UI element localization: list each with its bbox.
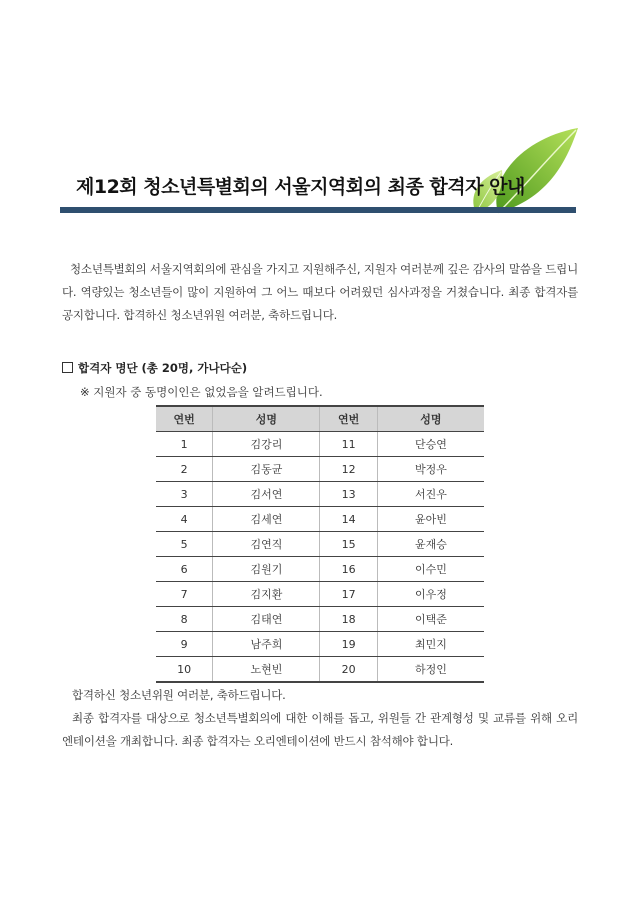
cell-number-right: 19 <box>320 632 377 657</box>
cell-number-right: 14 <box>320 507 377 532</box>
header-number-1: 연번 <box>156 406 213 432</box>
cell-name-left: 김지환 <box>213 582 320 607</box>
green-leaf-icon <box>468 118 580 218</box>
cell-name-left: 노현빈 <box>213 657 320 683</box>
cell-number-right: 11 <box>320 432 377 457</box>
cell-number-left: 6 <box>156 557 213 582</box>
table-row <box>156 632 484 657</box>
table-body <box>156 432 484 683</box>
section-heading-text: 합격자 명단 (총 20명, 가나다순) <box>78 361 248 375</box>
cell-number-right: 18 <box>320 607 377 632</box>
cell-name-left: 김서연 <box>213 482 320 507</box>
table-header-row <box>156 406 484 432</box>
closing-line-1: 합격하신 청소년위원 여러분, 축하드립니다. <box>72 688 286 702</box>
table-row <box>156 557 484 582</box>
cell-name-right: 이택준 <box>377 607 484 632</box>
title-underline-bar <box>60 207 576 213</box>
cell-name-left: 김태연 <box>213 607 320 632</box>
cell-number-left: 2 <box>156 457 213 482</box>
cell-name-left: 김동균 <box>213 457 320 482</box>
closing-line-2: 최종 합격자를 대상으로 청소년특별회의에 대한 이해를 돕고, 위원들 간 관계형성 및 교류를 위해 오리엔테이션을 개최합니다. 최종 합격자는 오리엔테이션에 반드시 참석해야 합니다. <box>62 711 578 748</box>
cell-name-right: 서진우 <box>377 482 484 507</box>
cell-name-left: 김세연 <box>213 507 320 532</box>
cell-name-right: 윤아빈 <box>377 507 484 532</box>
cell-name-right: 이우정 <box>377 582 484 607</box>
cell-name-left: 남주희 <box>213 632 320 657</box>
cell-name-left: 김강리 <box>213 432 320 457</box>
cell-name-right: 단승연 <box>377 432 484 457</box>
cell-name-right: 윤재승 <box>377 532 484 557</box>
cell-number-left: 5 <box>156 532 213 557</box>
cell-name-right: 이수민 <box>377 557 484 582</box>
table-row <box>156 657 484 683</box>
cell-number-right: 17 <box>320 582 377 607</box>
table-row <box>156 582 484 607</box>
table-row <box>156 607 484 632</box>
cell-name-left: 김연직 <box>213 532 320 557</box>
cell-number-left: 10 <box>156 657 213 683</box>
cell-number-right: 20 <box>320 657 377 683</box>
duplicate-name-note: ※ 지원자 중 동명이인은 없었음을 알려드립니다. <box>80 385 323 399</box>
cell-name-right: 박정우 <box>377 457 484 482</box>
document-title: 제12회 청소년특별회의 서울지역회의 최종 합격자 안내 <box>76 176 525 198</box>
cell-number-left: 4 <box>156 507 213 532</box>
cell-number-right: 15 <box>320 532 377 557</box>
cell-name-right: 최민지 <box>377 632 484 657</box>
intro-paragraph <box>62 258 578 327</box>
cell-number-left: 8 <box>156 607 213 632</box>
table-row <box>156 432 484 457</box>
checkbox-square-icon <box>62 362 73 373</box>
header-name-1: 성명 <box>213 406 320 432</box>
cell-number-right: 16 <box>320 557 377 582</box>
table-row <box>156 482 484 507</box>
cell-name-right: 하정인 <box>377 657 484 683</box>
table-row <box>156 507 484 532</box>
table-row <box>156 532 484 557</box>
cell-number-right: 12 <box>320 457 377 482</box>
cell-name-left: 김원기 <box>213 557 320 582</box>
intro-text: 청소년특별회의 서울지역회의에 관심을 가지고 지원해주신, 지원자 여러분께 깊은 감사의 말씀을 드립니다. 역량있는 청소년들이 많이 지원하여 그 어느 때보다 어려웠던 심사과정을 거쳤습니다. 최종 합격자를 공지합니다. 합격하신 청소년위원 여러분, 축하드립니다. <box>62 262 578 322</box>
table-row <box>156 457 484 482</box>
cell-number-right: 13 <box>320 482 377 507</box>
header-name-2: 성명 <box>377 406 484 432</box>
cell-number-left: 3 <box>156 482 213 507</box>
section-heading <box>62 360 247 376</box>
cell-number-left: 7 <box>156 582 213 607</box>
closing-paragraph <box>62 684 578 753</box>
header-number-2: 연번 <box>320 406 377 432</box>
cell-number-left: 1 <box>156 432 213 457</box>
accepted-list-table <box>156 405 484 683</box>
cell-number-left: 9 <box>156 632 213 657</box>
